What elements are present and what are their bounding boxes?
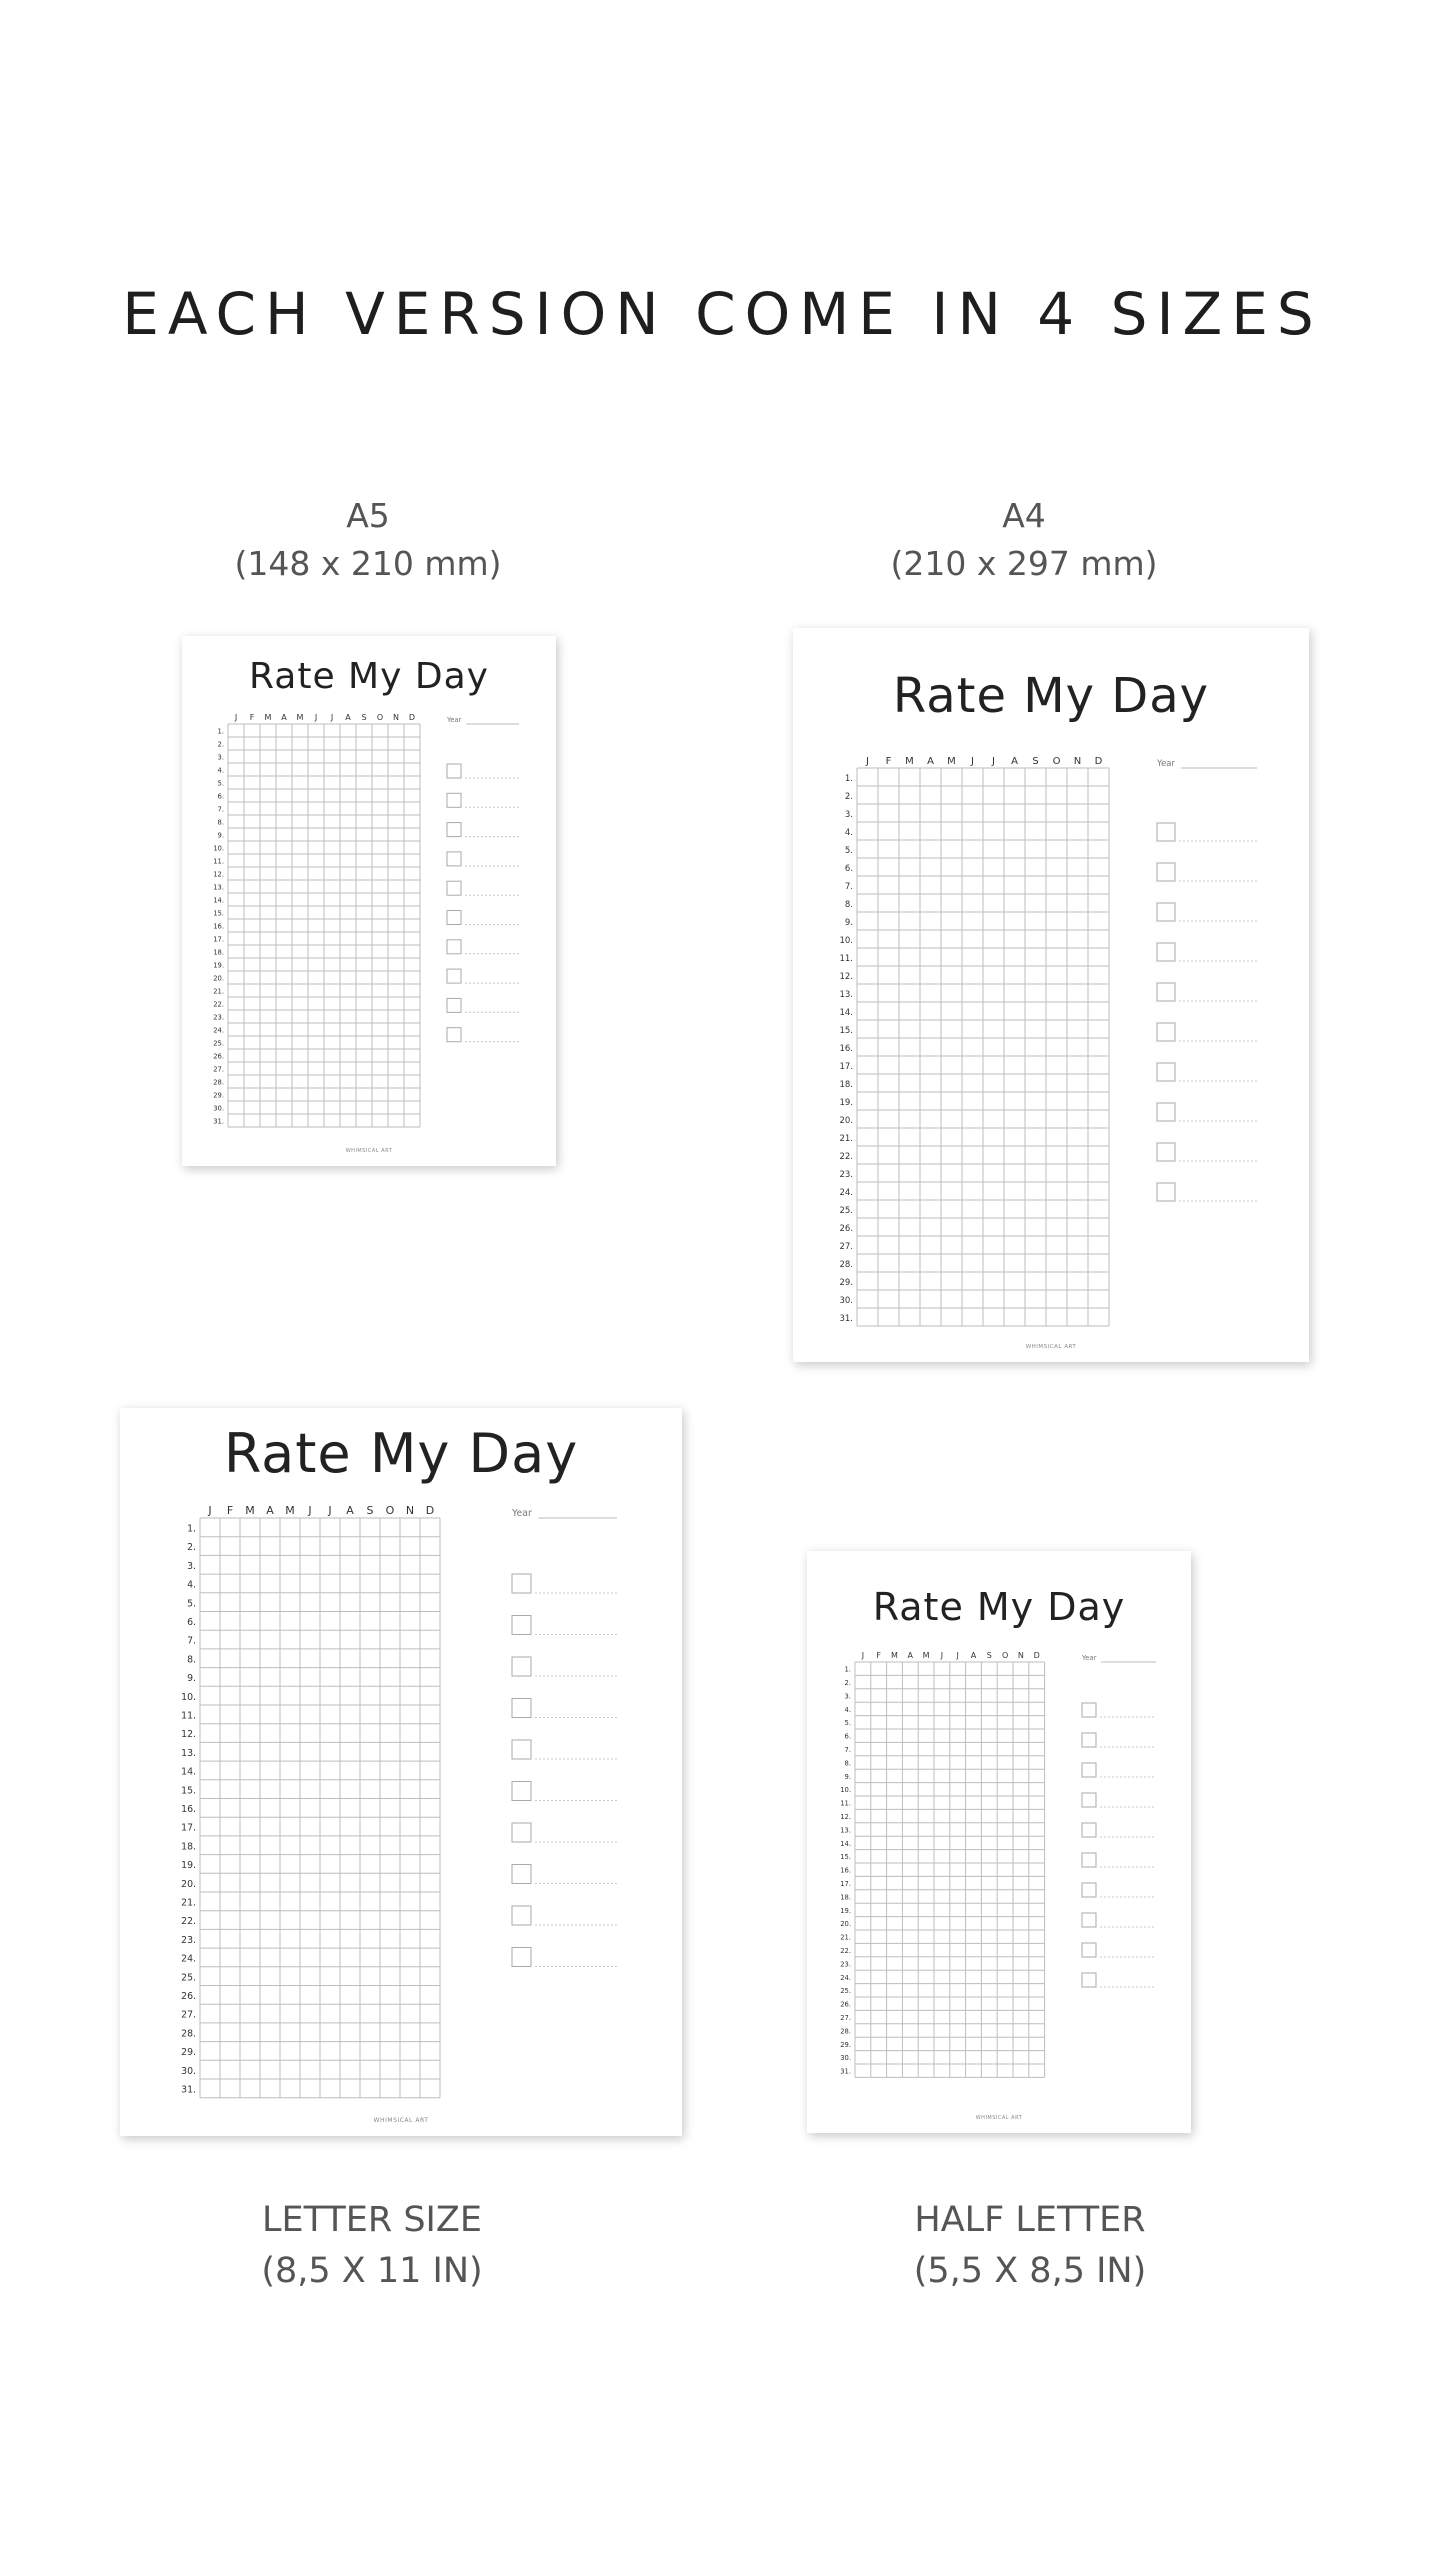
day-label: 16. (840, 1866, 851, 1875)
legend-box (512, 1782, 531, 1801)
day-label: 29. (213, 1091, 224, 1100)
day-label: 17. (840, 1880, 851, 1889)
day-label: 8. (217, 818, 224, 827)
day-label: 16. (839, 1043, 853, 1054)
day-label: 3. (844, 809, 853, 820)
legend-box (512, 1616, 531, 1635)
month-label: A (345, 713, 351, 722)
month-label: D (1033, 1651, 1040, 1660)
legend-box (512, 1865, 531, 1884)
day-label: 31. (840, 2067, 851, 2076)
legend-box (512, 1948, 531, 1967)
legend-box (512, 1657, 531, 1676)
sheet-a4 (793, 628, 1309, 1362)
day-label: 23. (840, 1960, 851, 1969)
legend-box (447, 764, 461, 778)
day-label: 27. (181, 2009, 196, 2021)
month-label: F (249, 713, 255, 722)
month-label: N (393, 713, 399, 722)
day-label: 31. (213, 1117, 224, 1126)
year-label: Year (1082, 1654, 1097, 1662)
day-label: 6. (217, 792, 224, 801)
day-label: 7. (187, 1635, 196, 1647)
day-label: 13. (213, 883, 224, 892)
month-label: N (1073, 756, 1082, 767)
month-label: A (281, 713, 287, 722)
day-label: 11. (840, 1799, 851, 1808)
legend-box (512, 1823, 531, 1842)
headline: EACH VERSION COME IN 4 SIZES (122, 280, 1323, 348)
legend-box (1157, 1023, 1175, 1041)
size-dims: (5,5 X 8,5 IN) (913, 2250, 1147, 2291)
month-label: F (876, 1651, 882, 1660)
month-label: A (346, 1504, 354, 1517)
day-label: 23. (839, 1169, 853, 1180)
day-label: 1. (844, 773, 853, 784)
legend-box (1157, 1183, 1175, 1201)
day-label: 30. (840, 2054, 851, 2063)
month-label: A (907, 1651, 914, 1660)
day-label: 21. (840, 1933, 851, 1942)
day-label: 3. (217, 753, 224, 762)
legend-box (1157, 863, 1175, 881)
month-label: J (956, 1651, 959, 1660)
day-label: 29. (840, 2040, 851, 2049)
month-label: D (1094, 756, 1103, 767)
day-label: 1. (187, 1523, 196, 1535)
day-label: 9. (187, 1673, 196, 1685)
sheet-letter (120, 1408, 682, 2136)
month-label: N (405, 1504, 415, 1517)
day-label: 11. (181, 1710, 196, 1722)
day-label: 14. (839, 1007, 853, 1018)
month-label: S (361, 713, 367, 722)
day-label: 29. (181, 2047, 196, 2059)
day-label: 10. (839, 935, 853, 946)
month-label: A (1011, 756, 1018, 767)
day-label: 9. (217, 831, 224, 840)
day-label: 24. (213, 1026, 224, 1035)
day-label: 18. (840, 1893, 851, 1902)
day-label: 14. (213, 896, 224, 905)
day-label: 7. (844, 881, 853, 892)
month-label: S (1032, 756, 1039, 767)
day-label: 31. (839, 1313, 853, 1324)
day-label: 2. (187, 1542, 196, 1554)
day-label: 12. (840, 1813, 851, 1822)
day-label: 21. (213, 987, 224, 996)
day-label: 2. (844, 791, 853, 802)
day-label: 15. (840, 1853, 851, 1862)
day-label: 28. (840, 2027, 851, 2036)
day-label: 24. (181, 1953, 196, 1965)
month-label: J (234, 713, 238, 722)
month-label: J (208, 1504, 212, 1517)
planner-title: Rate My Day (872, 1585, 1126, 1629)
planner-title: Rate My Day (892, 668, 1210, 724)
year-label: Year (512, 1508, 532, 1519)
footer-brand: WHIMSICAL ART (975, 2115, 1023, 2121)
day-label: 15. (213, 909, 224, 918)
month-label: F (885, 756, 892, 767)
legend-box (1157, 823, 1175, 841)
day-label: 1. (844, 1665, 851, 1674)
legend-box (1082, 1823, 1096, 1837)
day-label: 25. (840, 1987, 851, 1996)
day-label: 4. (217, 766, 224, 775)
day-label: 20. (839, 1115, 853, 1126)
month-label: J (861, 1651, 865, 1660)
day-label: 8. (844, 1759, 851, 1768)
day-label: 18. (213, 948, 224, 957)
month-label: O (1052, 756, 1061, 767)
month-label: O (376, 713, 384, 722)
month-label: M (905, 756, 914, 767)
day-label: 8. (187, 1654, 196, 1666)
day-label: 10. (213, 844, 224, 853)
year-label: Year (1157, 759, 1175, 769)
day-label: 28. (839, 1259, 853, 1270)
legend-box (447, 911, 461, 925)
day-label: 5. (217, 779, 224, 788)
month-label: N (1017, 1651, 1024, 1660)
day-label: 10. (840, 1786, 851, 1795)
day-label: 16. (181, 1803, 196, 1815)
legend-box (1157, 983, 1175, 1001)
day-label: 24. (839, 1187, 853, 1198)
legend-box (1082, 1763, 1096, 1777)
day-label: 19. (213, 961, 224, 970)
month-label: M (264, 713, 272, 722)
day-label: 19. (181, 1860, 196, 1872)
day-label: 26. (181, 1990, 196, 2002)
month-label: J (314, 713, 318, 722)
day-label: 4. (187, 1579, 196, 1591)
day-label: 9. (844, 1772, 851, 1781)
day-label: 19. (840, 1906, 851, 1915)
day-label: 20. (213, 974, 224, 983)
size-name: HALF LETTER (914, 2200, 1146, 2240)
legend-box (447, 823, 461, 837)
month-label: M (285, 1504, 295, 1517)
size-dims: (8,5 X 11 IN) (261, 2250, 483, 2291)
planner-grid (807, 1551, 1191, 2133)
day-label: 22. (839, 1151, 853, 1162)
day-label: 22. (213, 1000, 224, 1009)
size-name: A4 (1002, 496, 1046, 535)
month-label: M (947, 756, 956, 767)
day-label: 17. (213, 935, 224, 944)
planner-grid (120, 1408, 682, 2136)
day-label: 5. (844, 845, 853, 856)
legend-box (1157, 903, 1175, 921)
month-label: J (328, 1504, 332, 1517)
day-label: 5. (187, 1598, 196, 1610)
day-label: 7. (217, 805, 224, 814)
day-label: 17. (839, 1061, 853, 1072)
day-label: 11. (213, 857, 224, 866)
legend-box (447, 881, 461, 895)
day-label: 6. (844, 1732, 851, 1741)
day-label: 25. (181, 1972, 196, 1984)
day-label: 12. (839, 971, 853, 982)
month-label: J (940, 1651, 944, 1660)
month-label: A (927, 756, 934, 767)
month-label: A (970, 1651, 977, 1660)
month-label: J (330, 713, 334, 722)
size-dims: (148 x 210 mm) (234, 543, 502, 583)
day-label: 18. (839, 1079, 853, 1090)
day-label: 17. (181, 1822, 196, 1834)
day-label: 21. (839, 1133, 853, 1144)
day-label: 13. (840, 1826, 851, 1835)
day-label: 1. (217, 727, 224, 736)
month-label: O (1001, 1651, 1009, 1660)
day-label: 30. (213, 1104, 224, 1113)
planner-title: Rate My Day (249, 656, 489, 697)
legend-box (1082, 1703, 1096, 1717)
month-label: A (266, 1504, 274, 1517)
size-name: LETTER SIZE (262, 2200, 482, 2240)
planner-title: Rate My Day (223, 1422, 579, 1485)
day-label: 24. (840, 1973, 851, 1982)
month-label: M (245, 1504, 255, 1517)
day-label: 22. (840, 1947, 851, 1956)
day-label: 15. (839, 1025, 853, 1036)
day-label: 25. (213, 1039, 224, 1048)
day-label: 14. (840, 1839, 851, 1848)
legend-box (1157, 1103, 1175, 1121)
footer-brand: WHIMSICAL ART (345, 1148, 393, 1154)
footer-brand: WHIMSICAL ART (373, 2117, 429, 2124)
day-label: 14. (181, 1766, 196, 1778)
day-label: 26. (840, 2000, 851, 2009)
day-label: 31. (181, 2084, 196, 2096)
legend-box (447, 940, 461, 954)
legend-box (1082, 1853, 1096, 1867)
day-label: 2. (217, 740, 224, 749)
day-label: 3. (844, 1692, 851, 1701)
caption-a5 (218, 492, 518, 588)
day-label: 15. (181, 1785, 196, 1797)
month-label: D (408, 713, 416, 722)
legend-box (1157, 1063, 1175, 1081)
day-label: 6. (187, 1616, 196, 1628)
day-label: 3. (187, 1560, 196, 1572)
sheet-a5 (182, 636, 556, 1166)
caption-a4 (874, 492, 1174, 588)
day-label: 22. (181, 1916, 196, 1928)
month-label: O (385, 1504, 395, 1517)
caption-half-letter (880, 2195, 1180, 2297)
day-label: 4. (844, 1705, 851, 1714)
size-dims: (210 x 297 mm) (890, 543, 1158, 583)
caption-letter (222, 2195, 522, 2297)
day-label: 12. (213, 870, 224, 879)
day-label: 16. (213, 922, 224, 931)
day-label: 29. (839, 1277, 853, 1288)
month-label: F (226, 1504, 234, 1517)
legend-box (1082, 1883, 1096, 1897)
footer-brand: WHIMSICAL ART (1025, 1344, 1077, 1350)
month-label: J (971, 756, 974, 767)
month-label: M (891, 1651, 898, 1660)
legend-box (512, 1699, 531, 1718)
legend-box (447, 1028, 461, 1042)
day-label: 5. (844, 1719, 851, 1728)
day-label: 13. (181, 1747, 196, 1759)
legend-box (447, 998, 461, 1012)
year-label: Year (447, 716, 462, 724)
legend-box (1082, 1943, 1096, 1957)
legend-box (1082, 1733, 1096, 1747)
month-label: S (366, 1504, 374, 1517)
day-label: 4. (844, 827, 853, 838)
planner-grid (793, 628, 1309, 1362)
legend-box (1157, 943, 1175, 961)
legend-box (512, 1574, 531, 1593)
legend-box (1082, 1793, 1096, 1807)
day-label: 25. (839, 1205, 853, 1216)
month-label: M (296, 713, 304, 722)
size-name: A5 (346, 496, 390, 535)
legend-box (1082, 1973, 1096, 1987)
day-label: 30. (839, 1295, 853, 1306)
month-label: J (992, 756, 995, 767)
legend-box (512, 1740, 531, 1759)
day-label: 27. (213, 1065, 224, 1074)
day-label: 27. (840, 2014, 851, 2023)
month-label: J (308, 1504, 312, 1517)
day-label: 23. (181, 1934, 196, 1946)
month-label: M (922, 1651, 930, 1660)
day-label: 6. (844, 863, 853, 874)
day-label: 26. (839, 1223, 853, 1234)
day-label: 2. (844, 1679, 851, 1688)
month-label: D (425, 1504, 435, 1517)
day-label: 19. (839, 1097, 853, 1108)
legend-box (1082, 1913, 1096, 1927)
planner-grid (182, 636, 556, 1166)
legend-box (447, 793, 461, 807)
day-label: 30. (181, 2065, 196, 2077)
day-label: 20. (181, 1878, 196, 1890)
legend-box (447, 852, 461, 866)
day-label: 26. (213, 1052, 224, 1061)
month-label: J (866, 756, 869, 767)
day-label: 10. (181, 1691, 196, 1703)
month-label: S (986, 1651, 992, 1660)
sheet-half-letter (807, 1551, 1191, 2133)
day-label: 20. (840, 1920, 851, 1929)
day-label: 23. (213, 1013, 224, 1022)
legend-box (1157, 1143, 1175, 1161)
day-label: 18. (181, 1841, 196, 1853)
day-label: 27. (839, 1241, 853, 1252)
day-label: 28. (213, 1078, 224, 1087)
day-label: 8. (844, 899, 853, 910)
day-label: 12. (181, 1729, 196, 1741)
day-label: 7. (844, 1746, 851, 1755)
day-label: 11. (839, 953, 853, 964)
legend-box (512, 1906, 531, 1925)
day-label: 28. (181, 2028, 196, 2040)
day-label: 13. (839, 989, 853, 1000)
legend-box (447, 969, 461, 983)
day-label: 21. (181, 1897, 196, 1909)
day-label: 9. (844, 917, 853, 928)
